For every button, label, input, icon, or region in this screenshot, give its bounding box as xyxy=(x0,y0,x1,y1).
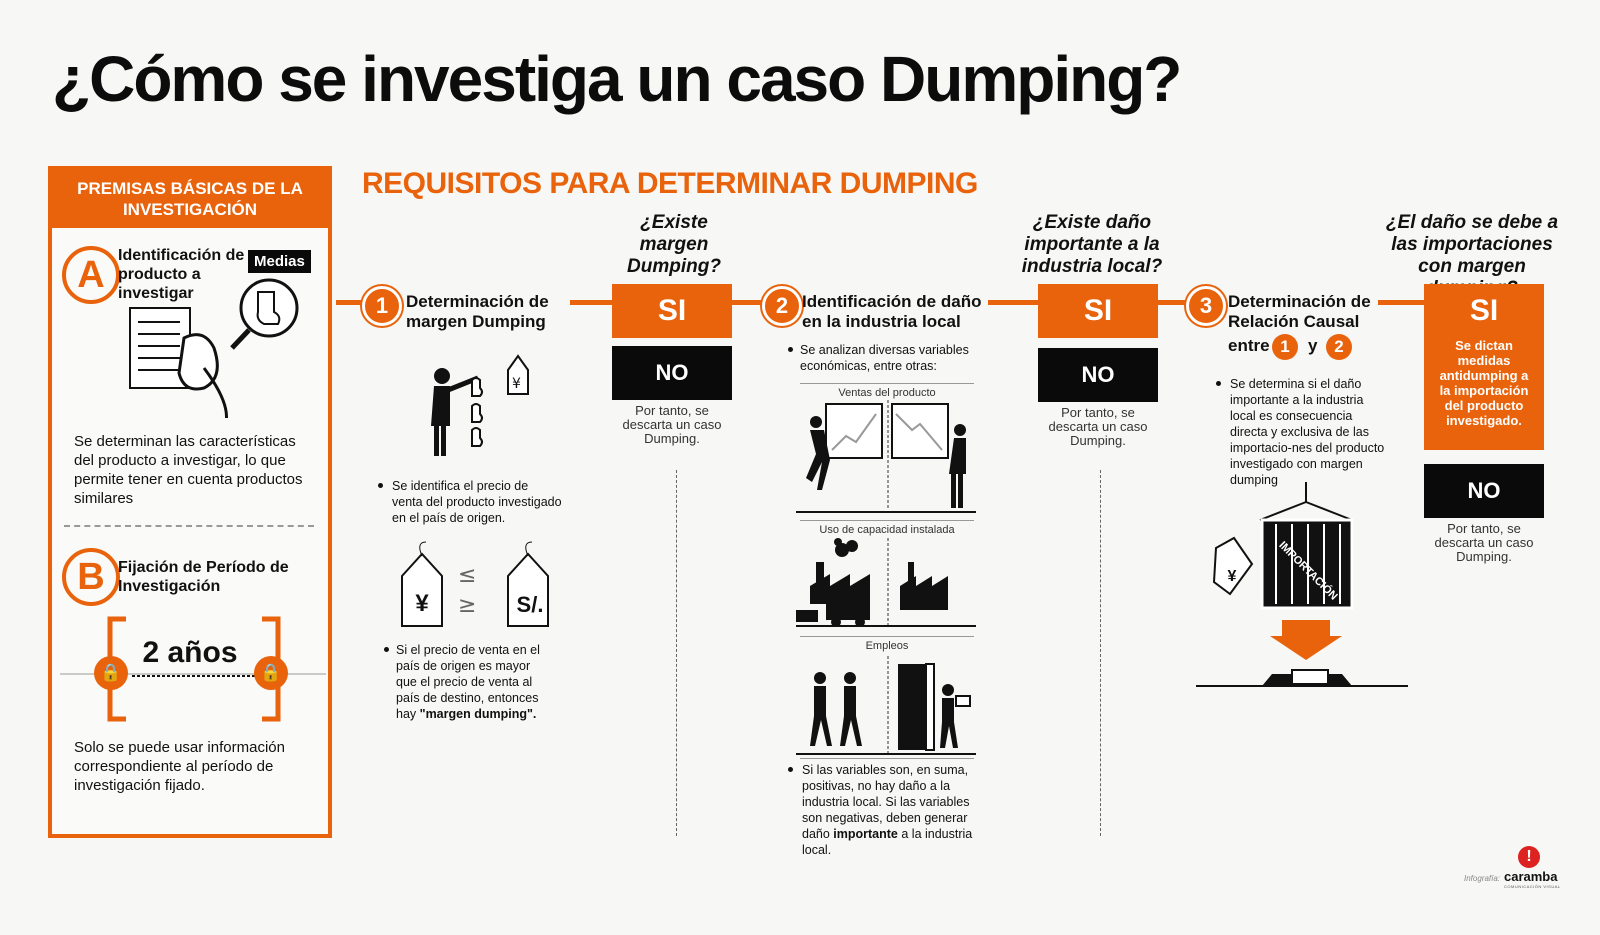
separator-line xyxy=(800,383,974,384)
lock-end-icon: 🔒 xyxy=(254,656,288,690)
b-title: Fijación de Período de Investigación xyxy=(118,559,289,595)
credit-tagline: COMUNICACIÓN VISUAL xyxy=(1504,884,1561,889)
bullet-dot xyxy=(378,483,383,488)
crate-price-tag-symbol: ¥ xyxy=(1227,568,1237,585)
step-2-bullet-2 xyxy=(802,762,986,858)
sales-illustration xyxy=(796,400,976,516)
step-2-bullet-2-text: Si las variables son, en suma, positivas, no hay daño a la industria local. Si las variables son negativas, deben generar daño xyxy=(802,763,970,841)
ref-step-2-badge: 2 xyxy=(1326,334,1352,360)
period-length: 2 años xyxy=(142,636,238,669)
q1-no-box: NO xyxy=(612,346,732,400)
jobs-illustration xyxy=(796,656,976,756)
step-2-badge: 2 xyxy=(762,286,802,326)
question-3: ¿El daño se debe a las importaciones con margen xyxy=(1385,212,1559,277)
question-1: ¿Existe margen Dumping? xyxy=(627,212,721,277)
premises-panel xyxy=(48,166,332,838)
medias-tag: Medias xyxy=(248,250,311,273)
bullet-dot xyxy=(384,647,389,652)
step-1-bullet-1: Se identifica el precio de venta del producto investigado en el país de origen. xyxy=(392,479,562,525)
page-title: ¿Cómo se investiga un caso Dumping? xyxy=(52,43,1181,115)
bullet-dot xyxy=(1216,381,1221,386)
caption-sales: Ventas del producto xyxy=(838,387,936,399)
product-inspection-illustration xyxy=(124,278,314,418)
import-crate-illustration xyxy=(1196,482,1408,694)
letter-b-badge: B xyxy=(62,548,120,606)
credit-brand: caramba xyxy=(1504,869,1558,884)
step-2-bullet-2-emphasis: importante xyxy=(833,827,898,841)
separator-line xyxy=(800,758,974,759)
step-1-bullet-2-emphasis: "margen dumping". xyxy=(419,707,537,721)
price-destination-symbol: S/. xyxy=(516,592,544,617)
separator-line xyxy=(800,636,974,637)
crate-label: IMPORTACIÓN xyxy=(1276,539,1340,603)
step-2-bullet-2-tail: a la industria local. xyxy=(802,827,973,857)
price-origin-symbol: ¥ xyxy=(415,590,429,617)
premises-heading: PREMISAS BÁSICAS DE LA INVESTIGACIÓN xyxy=(52,170,328,228)
svg-text:¥: ¥ xyxy=(512,376,521,392)
caption-jobs: Empleos xyxy=(865,640,909,652)
q3-no-box: NO xyxy=(1424,464,1544,518)
q3-yes-text: Se dictan medidas antidumping a la importación del producto investigado. xyxy=(1439,338,1529,428)
q1-dashed-divider xyxy=(676,470,677,836)
step-3-bullet-1: Se determina si el daño importante a la industria local es consecuencia directa y exclusiva de las importacio-nes del producto investigado con margen dumping xyxy=(1230,377,1385,487)
factory-illustration xyxy=(796,538,976,628)
svg-text:≤: ≤ xyxy=(458,563,477,588)
q2-no-box: NO xyxy=(1038,348,1158,402)
step-1-title: Determinación de margen Dumping xyxy=(406,292,549,331)
letter-a-badge: A xyxy=(62,246,120,304)
q3-yes-label: SI xyxy=(1469,294,1499,327)
step-3-title: Determinación de Relación Causal xyxy=(1228,292,1371,331)
q2-dashed-divider xyxy=(1100,470,1101,836)
svg-text:≥: ≥ xyxy=(458,593,477,618)
connector-line xyxy=(988,300,1040,305)
connector-line xyxy=(732,300,762,305)
step-3-badge: 3 xyxy=(1186,286,1226,326)
caption-capacity: Uso de capacidad instalada xyxy=(819,524,955,536)
b-description: Solo se puede usar información correspondiente al período de investigación fijado. xyxy=(74,739,285,794)
step-3-title-entre: entre xyxy=(1228,336,1270,355)
q3-no-text: Por tanto, se descarta un caso Dumping. xyxy=(1434,521,1534,564)
step-2-title: Identificación de daño en la industria local xyxy=(802,292,982,331)
brand-logo-icon: ! xyxy=(1518,846,1540,868)
connector-line xyxy=(570,300,614,305)
q1-no-text: Por tanto, se descarta un caso Dumping. xyxy=(622,403,722,446)
connector-line xyxy=(1158,300,1188,305)
section-divider xyxy=(64,525,314,527)
separator-line xyxy=(800,520,974,521)
step-1-bullet-2-text: Si el precio de venta en el país de origen es mayor que el precio de venta al país de destino, entonces hay xyxy=(396,643,540,721)
q2-no-text: Por tanto, se descarta un caso Dumping. xyxy=(1048,405,1148,448)
lock-start-icon: 🔒 xyxy=(94,656,128,690)
a-title: Identificación de producto a investigar xyxy=(118,247,245,302)
credit-prefix: Infografía: xyxy=(1464,874,1501,883)
q2-yes-box: SI xyxy=(1038,284,1158,338)
q1-yes-box: SI xyxy=(612,284,732,338)
ref-step-1-badge: 1 xyxy=(1272,334,1298,360)
bullet-dot xyxy=(788,767,793,772)
a-description: Se determinan las características del producto a investigar, lo que permite tener en cuenta productos similares xyxy=(74,433,303,507)
step-1-bullet-2 xyxy=(396,642,554,722)
question-2: ¿Existe daño importante a la industria local? xyxy=(1021,212,1163,277)
bullet-dot xyxy=(788,347,793,352)
pricing-person-illustration xyxy=(428,350,558,468)
q3-yes-box xyxy=(1424,284,1544,450)
step-3-title-and: y xyxy=(1308,336,1318,355)
requirements-heading: REQUISITOS PARA DETERMINAR DUMPING xyxy=(362,167,978,200)
step-2-bullet-1: Se analizan diversas variables económicas, entre otras: xyxy=(800,343,969,373)
step-1-badge: 1 xyxy=(362,286,402,326)
